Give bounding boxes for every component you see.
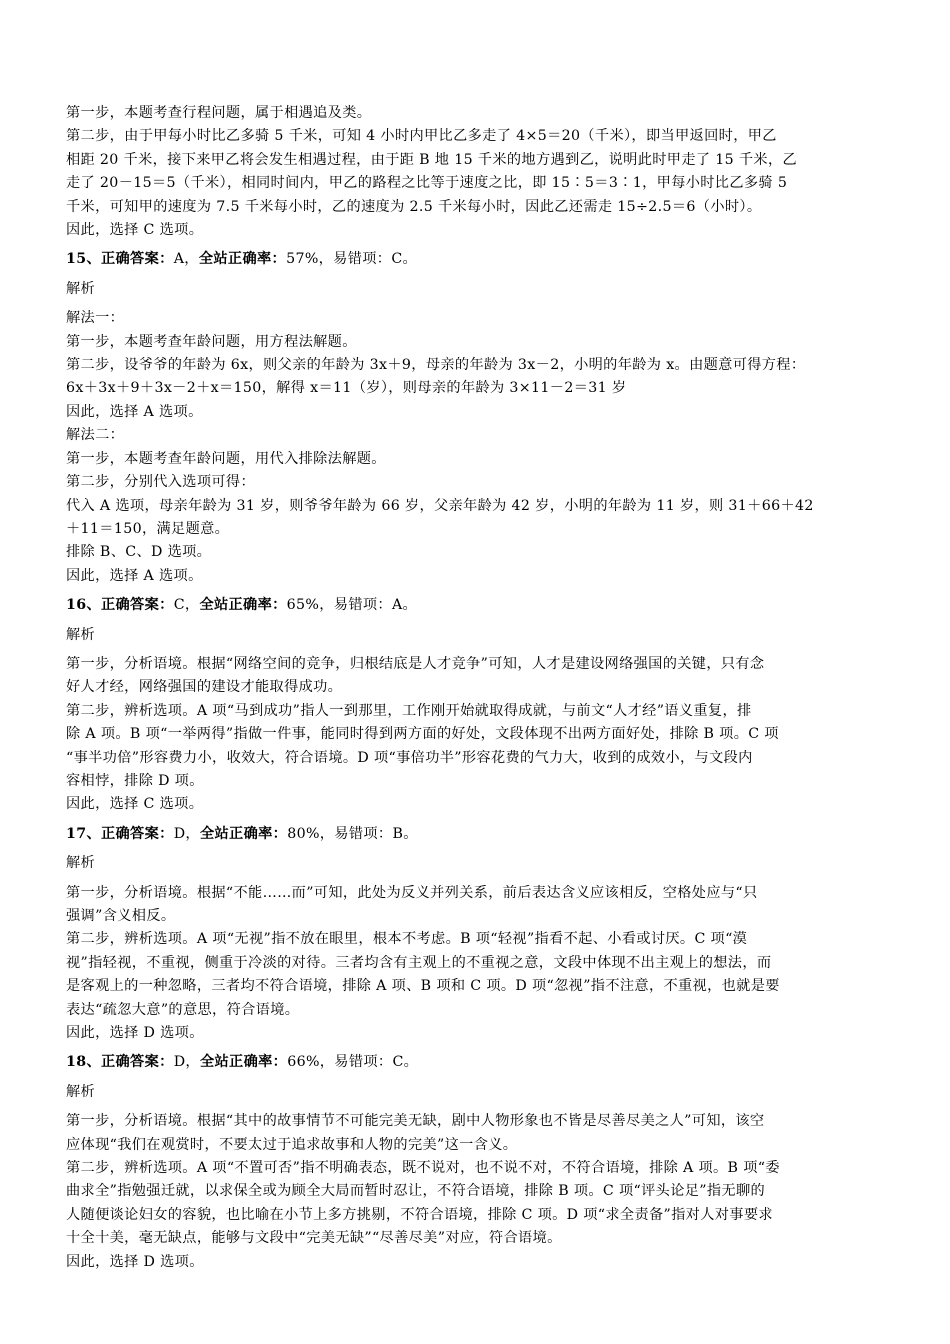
text-line: 应体现“我们在观赏时，不要太过于追求故事和人物的完美”这一含义。 xyxy=(66,1136,518,1153)
q16-answer: C， xyxy=(173,597,200,614)
q18-analysis-label: 解析 xyxy=(66,1083,96,1100)
text-line: 表达“疏忽大意”的意思，符合语境。 xyxy=(66,1001,300,1018)
text-line: 第二步，设爷爷的年龄为 6x，则父亲的年龄为 3x＋9，母亲的年龄为 3x－2，小明的年龄为 x。由题意可得方程： xyxy=(66,357,806,374)
text-line: 第一步，分析语境。根据“网络空间的竞争，归根结底是人才竞争”可知，人才是建设网络强国的关键，只有念 xyxy=(66,655,765,672)
q15-rate: 57%，易错项：C。 xyxy=(286,251,418,268)
q16-rate: 65%，易错项：A。 xyxy=(286,597,418,614)
text-line: 相距 20 千米，接下来甲乙将会发生相遇过程，由于距 B 地 15 千米的地方遇到乙，说明此时甲走了 15 千米，乙 xyxy=(66,151,798,168)
q17-answer-label: 正确答案： xyxy=(100,825,174,842)
q17-answer-line xyxy=(66,823,886,846)
text-line: 因此，选择 D 选项。 xyxy=(66,1253,204,1270)
text-line: 排除 B、C、D 选项。 xyxy=(66,544,212,561)
q18-rate: 66%，易错项：C。 xyxy=(287,1054,419,1071)
text-line: 千米，可知甲的速度为 7.5 千米每小时，乙的速度为 2.5 千米每小时，因此乙还需走 15÷2.5＝6（小时）。 xyxy=(66,198,762,215)
q18-answer-line xyxy=(66,1051,886,1074)
text-line: 6x＋3x＋9＋3x－2＋x＝150，解得 x＝11（岁），则母亲的年龄为 3×11－2＝31 岁 xyxy=(66,380,627,397)
text-line: 因此，选择 C 选项。 xyxy=(66,222,204,239)
q18-answer-label: 正确答案： xyxy=(100,1054,174,1071)
q16-analysis-label: 解析 xyxy=(66,626,96,643)
text-line: 强调”含义相反。 xyxy=(66,908,176,924)
q18-number: 18、 xyxy=(66,1054,101,1071)
q17-answer: D， xyxy=(173,825,200,842)
text-line: 容相悖，排除 D 项。 xyxy=(66,772,204,789)
q16-number: 16、 xyxy=(66,597,101,614)
q18-analysis xyxy=(66,1110,886,1274)
q17-analysis-label: 解析 xyxy=(66,855,96,872)
q15-answer-label: 正确答案： xyxy=(100,251,174,268)
q18-answer: D， xyxy=(173,1054,200,1071)
text-line: 第二步，辨析选项。A 项“马到成功”指人一到那里，工作刚开始就取得成就，与前文“人才经”语义重复，排 xyxy=(66,702,752,719)
q17-rate-label: 全站正确率： xyxy=(199,825,288,842)
q15-answer-line xyxy=(66,248,886,271)
q17-analysis xyxy=(66,882,886,1046)
document-page xyxy=(66,102,886,1274)
text-line: 是客观上的一种忽略，三者均不符合语境，排除 A 项、B 项和 C 项。D 项“忽视”指不注意，不重视，也就是要 xyxy=(66,978,780,995)
q15-number: 15、 xyxy=(66,251,101,268)
text-line: 第一步，本题考查年龄问题，用方程法解题。 xyxy=(66,333,357,350)
text-line: 第一步，分析语境。根据“其中的故事情节不可能完美无缺，剧中人物形象也不皆是尽善尽美之人”可知，该空 xyxy=(66,1113,765,1130)
q14-analysis-tail xyxy=(66,102,886,242)
text-line: 因此，选择 C 选项。 xyxy=(66,796,204,813)
text-line: 解法二： xyxy=(66,427,125,444)
q16-rate-label: 全站正确率： xyxy=(199,597,287,614)
text-line: 第一步，本题考查年龄问题，用代入排除法解题。 xyxy=(66,450,386,467)
text-line: 第一步，分析语境。根据“不能……而”可知，此处为反义并列关系，前后表达含义应该相反，空格处应与“只 xyxy=(66,884,758,901)
text-line: 因此，选择 A 选项。 xyxy=(66,567,203,584)
text-line: 第二步，辨析选项。A 项“不置可否”指不明确表态，既不说对，也不说不对，不符合语境，排除 A 项。B 项“委 xyxy=(66,1160,780,1177)
text-line: 第二步，分别代入选项可得： xyxy=(66,474,255,491)
text-line: 代入 A 选项，母亲年龄为 31 岁，则爷爷年龄为 66 岁，父亲年龄为 42 岁，小明的年龄为 11 岁，则 31＋66＋42 xyxy=(66,497,814,514)
text-line: “事半功倍”形容费力小，收效大，符合语境。D 项“事倍功半”形容花费的气力大，收到的成效小，与文段内 xyxy=(66,749,753,766)
text-line: 第二步，辨析选项。A 项“无视”指不放在眼里，根本不考虑。B 项“轻视”指看不起、小看或讨厌。C 项“漠 xyxy=(66,931,748,948)
text-line: 因此，选择 D 选项。 xyxy=(66,1025,204,1042)
text-line: 第一步，本题考查行程问题，属于相遇追及类。 xyxy=(66,105,372,121)
text-line: 走了 20－15＝5（千米），相同时间内，甲乙的路程之比等于速度之比，即 15∶5＝3∶1，甲每小时比乙多骑 5 xyxy=(66,175,788,192)
text-line: 好人才经，网络强国的建设才能取得成功。 xyxy=(66,679,343,696)
q18-rate-label: 全站正确率： xyxy=(199,1054,288,1071)
text-line: 人随便谈论妇女的容貌，也比喻在小节上多方挑剔，不符合语境，排除 C 项。D 项“求全责备”指对人对事要求 xyxy=(66,1206,773,1223)
text-line: 十全十美，毫无缺点，能够与文段中“完美无缺”“尽善尽美”对应，符合语境。 xyxy=(66,1230,562,1247)
text-line: 解法一： xyxy=(66,310,125,327)
q15-answer: A， xyxy=(173,251,199,268)
q16-answer-label: 正确答案： xyxy=(100,597,174,614)
text-line: 除 A 项。B 项“一举两得”指做一件事，能同时得到两方面的好处，文段体现不出两方面好处，排除 B 项。C 项 xyxy=(66,726,779,743)
q15-analysis-label: 解析 xyxy=(66,280,96,297)
q17-number: 17、 xyxy=(66,825,101,842)
text-line: 视”指轻视，不重视，侧重于冷淡的对待。三者均含有主观上的不重视之意，文段中体现不出主观上的想法，而 xyxy=(66,954,772,971)
q15-rate-label: 全站正确率： xyxy=(198,251,287,268)
text-line: 因此，选择 A 选项。 xyxy=(66,403,203,420)
text-line: ＋11＝150，满足题意。 xyxy=(66,520,230,537)
text-line: 曲求全”指勉强迁就，以求保全或为顾全大局而暂时忍让，不符合语境，排除 B 项。C 项“评头论足”指无聊的 xyxy=(66,1183,766,1200)
q15-analysis xyxy=(66,307,886,588)
text-line: 第二步，由于甲每小时比乙多骑 5 千米，可知 4 小时内甲比乙多走了 4×5＝20（千米），即当甲返回时，甲乙 xyxy=(66,128,777,145)
q16-analysis xyxy=(66,653,886,817)
q17-rate: 80%，易错项：B。 xyxy=(287,825,418,842)
q16-answer-line xyxy=(66,594,886,617)
